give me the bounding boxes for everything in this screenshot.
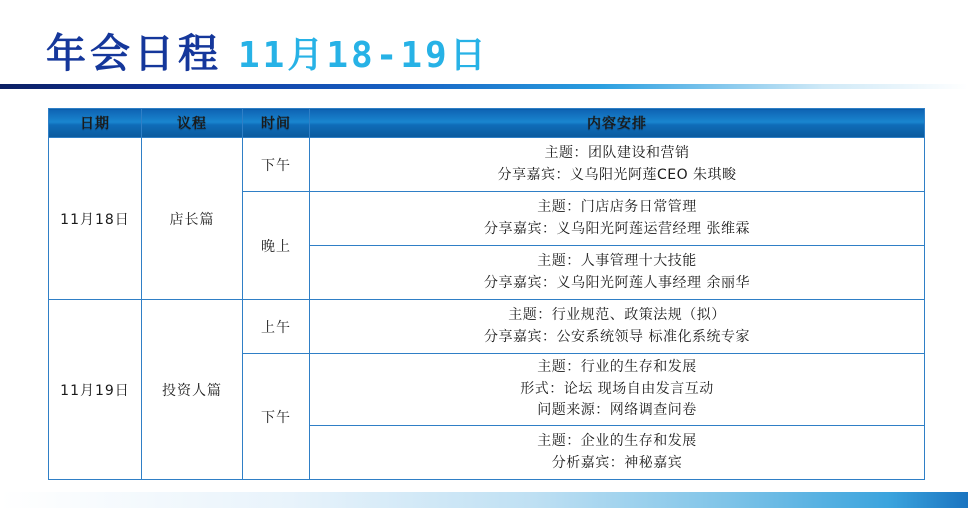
content-line: 主题：行业的生存和发展 <box>537 358 697 375</box>
content-line: 主题：企业的生存和发展 <box>537 432 697 449</box>
content-line: 分析嘉宾：神秘嘉宾 <box>551 454 683 471</box>
cell-content <box>310 192 925 246</box>
cell-content <box>310 246 925 300</box>
table-row <box>49 300 925 354</box>
cell-date: 11月18日 <box>49 138 142 300</box>
cell-agenda: 投资人篇 <box>142 300 243 480</box>
column-header-agenda: 议程 <box>142 109 243 138</box>
slide-header <box>0 0 968 88</box>
cell-content <box>310 300 925 354</box>
cell-content <box>310 426 925 480</box>
column-header-content: 内容安排 <box>310 109 925 138</box>
column-header-time: 时间 <box>243 109 310 138</box>
content-line: 主题：人事管理十大技能 <box>537 252 697 269</box>
cell-time: 晚上 <box>243 192 310 300</box>
cell-content <box>310 138 925 192</box>
table-header <box>49 109 925 138</box>
cell-content <box>310 354 925 426</box>
footer-decorative-bar <box>0 492 968 508</box>
table-header-row <box>49 109 925 138</box>
table-row <box>49 138 925 192</box>
content-line: 问题来源：网络调查问卷 <box>537 402 697 419</box>
content-line: 主题：团队建设和营销 <box>544 144 690 161</box>
content-line: 分享嘉宾：义乌阳光阿莲运营经理 张维霖 <box>484 220 750 237</box>
cell-time: 上午 <box>243 300 310 354</box>
cell-agenda: 店长篇 <box>142 138 243 300</box>
title-subtitle-date: 11月18-19日 <box>238 35 489 76</box>
cell-time: 下午 <box>243 354 310 480</box>
agenda-table <box>48 108 925 480</box>
title-main: 年会日程 <box>46 31 222 77</box>
content-line: 分享嘉宾：义乌阳光阿莲CEO 朱琪畯 <box>497 166 737 183</box>
agenda-table-container <box>48 108 920 480</box>
content-line: 主题：行业规范、政策法规（拟） <box>508 306 726 323</box>
content-line: 形式：论坛 现场自由发言互动 <box>520 380 714 397</box>
table-body <box>49 138 925 480</box>
content-line: 分享嘉宾：公安系统领导 标准化系统专家 <box>484 328 750 345</box>
cell-time: 下午 <box>243 138 310 192</box>
cell-date: 11月19日 <box>49 300 142 480</box>
content-line: 分享嘉宾：义乌阳光阿莲人事经理 余丽华 <box>484 274 750 291</box>
content-line: 主题：门店店务日常管理 <box>537 198 697 215</box>
column-header-date: 日期 <box>49 109 142 138</box>
header-divider-gradient <box>0 84 968 89</box>
page-title <box>46 22 489 79</box>
